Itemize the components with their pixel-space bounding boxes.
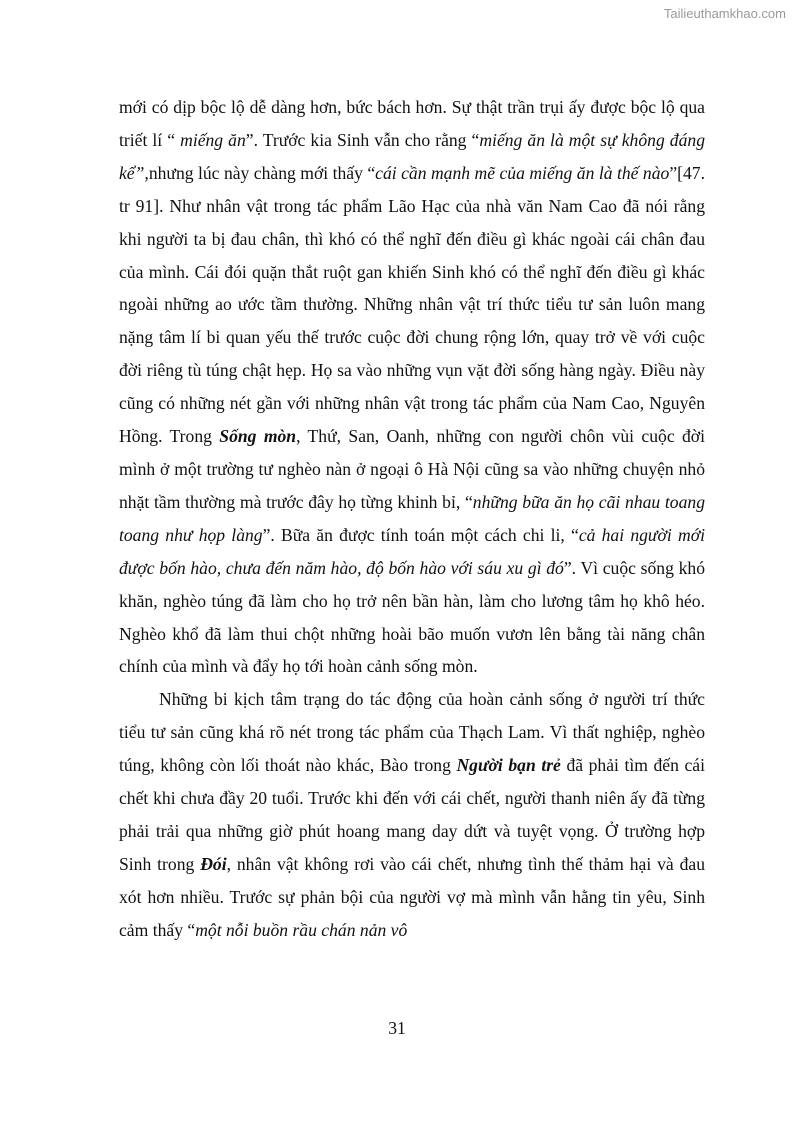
quoted-text: miếng ăn là một sự không đáng kể”, bbox=[119, 129, 705, 183]
watermark: Tailieuthamkhao.com bbox=[663, 6, 786, 21]
body-text: , Thứ, San, Oanh, những con người chôn vùi cuộc đời mình ở một trường tư nghèo nàn ở ngoại ô Hà Nội cũng sa vào những chuyện nhỏ nhặt tầm thường mà trước đây họ từng khinh bỉ, “ bbox=[119, 426, 705, 512]
quoted-text: cái cần mạnh mẽ của miếng ăn là thế nào bbox=[375, 162, 670, 183]
paragraph bbox=[119, 91, 705, 683]
body-text: ”. Bữa ăn được tính toán một cách chi li, “ bbox=[262, 524, 579, 545]
body-text: ”. Vì cuộc sống khó khăn, nghèo túng đã làm cho họ trở nên bần hàn, làm cho lương tâm họ khô héo. Nghèo khổ đã làm thui chột những hoài bão muốn vươn lên bằng tài năng chân chính của mình và đẩy họ tới hoàn cảnh sống mòn. bbox=[119, 557, 705, 677]
work-title: Người bạn trẻ bbox=[456, 755, 561, 776]
paragraph bbox=[119, 683, 705, 946]
body-text: ”. Trước kia Sinh vẫn cho rằng “ bbox=[245, 129, 480, 150]
quoted-text: một nỗi buồn rầu chán nản vô bbox=[195, 919, 408, 940]
page-number: 31 bbox=[388, 1018, 406, 1038]
quoted-text: miếng ăn bbox=[180, 129, 246, 150]
body-text: , nhân vật không rơi vào cái chết, nhưng tình thế thảm hại và đau xót hơn nhiều. Trước sự phản bội của người vợ mà mình vẫn hằng tin yêu, Sinh cảm thấy “ bbox=[119, 853, 705, 940]
document-body bbox=[119, 91, 705, 947]
body-text: đã phải tìm đến cái chết khi chưa đầy 20 tuổi. Trước khi đến với cái chết, người thanh niên ấy đã từng phải trải qua những giờ phút hoang mang day dứt và tuyệt vọng. Ở trường hợp Sinh trong bbox=[119, 755, 705, 874]
body-text: nhưng lúc này chàng mới thấy “ bbox=[148, 162, 376, 183]
body-text: Những bi kịch tâm trạng do tác động của hoàn cảnh sống ở người trí thức tiểu tư sản cũng khá rõ nét trong tác phẩm của Thạch Lam. Vì thất nghiệp, nghèo túng, không còn lối thoát nào khác, Bào trong bbox=[119, 689, 705, 776]
quoted-text: cả hai người mới được bốn hào, chưa đến năm hào, độ bốn hào với sáu xu gì đó bbox=[119, 524, 705, 578]
quoted-text: những bữa ăn họ cãi nhau toang toang như họp làng bbox=[119, 491, 705, 545]
body-text: ”[47. tr 91]. Như nhân vật trong tác phẩm Lão Hạc của nhà văn Nam Cao đã nói rằng khi người ta bị đau chân, thì khó có thể nghĩ đến điều gì khác ngoài cái chân đau của mình. Cái đói quặn thắt ruột gan khiến Sinh khó có thể nghĩ đến điều gì khác ngoài những ao ước tầm thường. Những nhân vật trí thức tiểu tư sản luôn mang nặng tâm lí bi quan yếu thế trước cuộc đời chung rộng lớn, quay trở về với cuộc đời riêng tù túng chật hẹp. Họ sa vào những vụn vặt đời sống hàng ngày. Điều này cũng có những nét gần với những nhân vật trong tác phẩm của Nam Cao, Nguyên Hồng. Trong bbox=[119, 162, 705, 447]
work-title: Đói bbox=[200, 853, 227, 874]
body-text: mới có dịp bộc lộ dễ dàng hơn, bức bách hơn. Sự thật trần trụi ấy được bộc lộ qua triết lí “ bbox=[119, 97, 705, 150]
work-title: Sống mòn bbox=[219, 426, 297, 447]
